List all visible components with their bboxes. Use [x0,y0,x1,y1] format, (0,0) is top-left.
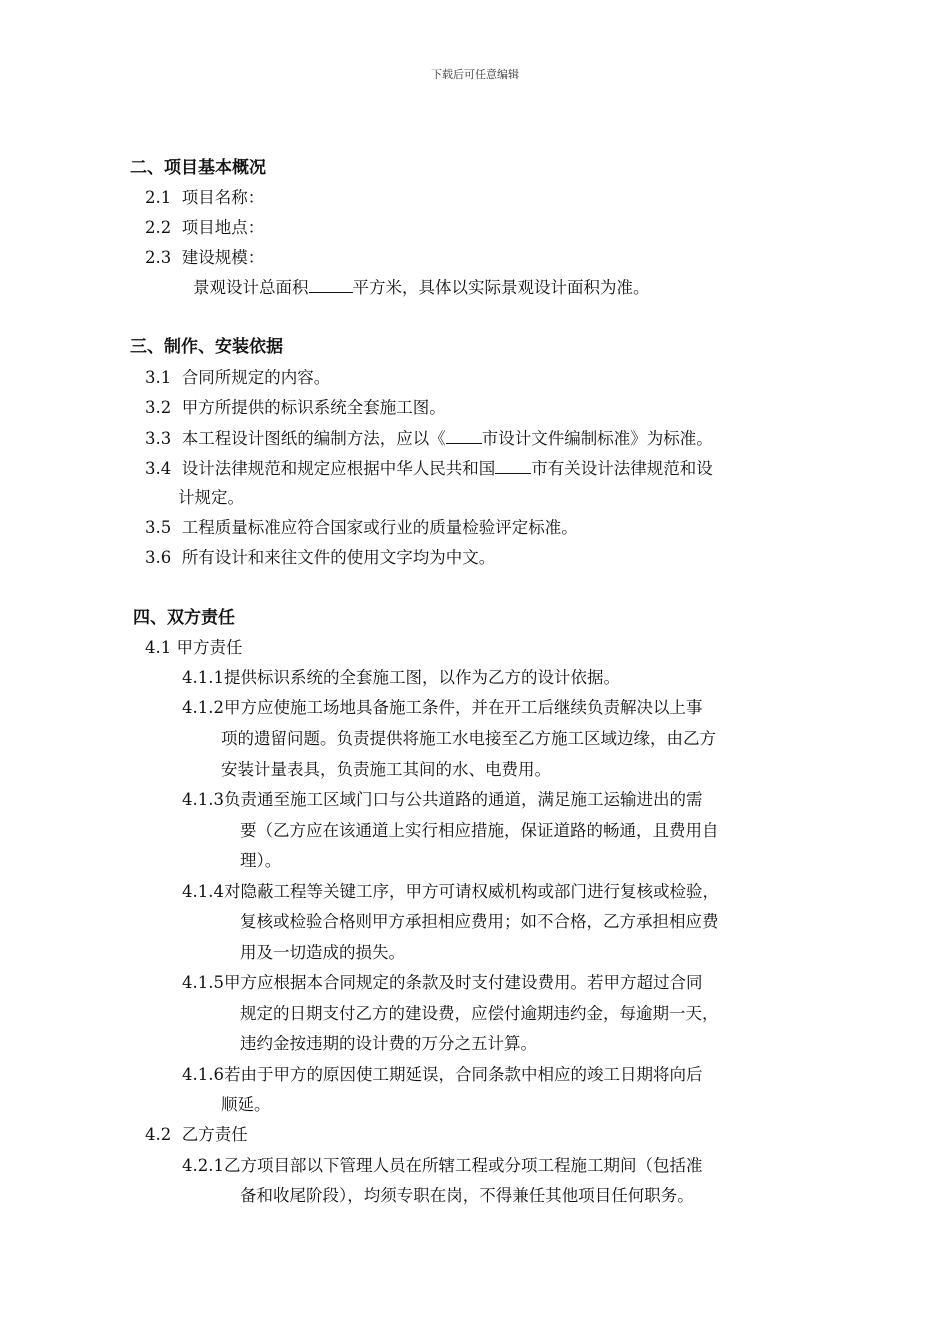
item-number: 4.1.6 [182,1065,224,1084]
item-number: 4.2 [145,1125,172,1144]
item-text-before: 设计法律规范和规定应根据中华人民共和国 [181,459,496,478]
scale-text-after: 平方米，具体以实际景观设计面积为准。 [352,278,650,297]
blank-field [495,457,531,474]
item-4-1-3-line: 要（乙方应在该通道上实行相应措施，保证道路的畅通，且费用自 [240,821,719,840]
item-4-2-1 [182,1155,702,1177]
item-number: 3.2 [145,398,172,417]
section-3-title: 三、制作、安装依据 [130,337,283,357]
item-text: 乙方项目部以下管理人员在所辖工程或分项工程施工期间（包括准 [223,1156,703,1175]
item-4-1-3 [182,789,702,811]
item-number: 4.2.1 [182,1156,224,1175]
item-2-2 [145,217,264,239]
blank-field [446,427,482,444]
item-4-1-6-line: 顺延。 [221,1095,271,1114]
item-text: 所有设计和来往文件的使用文字均为中文。 [181,548,496,567]
item-text: 乙方责任 [181,1125,248,1144]
blank-field [309,276,353,293]
item-4-1-2-line: 安装计量表具，负责施工其间的水、电费用。 [221,760,551,779]
item-2-3 [145,247,264,269]
item-text: 负责通至施工区域门口与公共道路的通道，满足施工运输进出的需 [223,790,703,809]
item-4-1-4 [182,881,719,903]
item-text: 甲方责任 [176,638,243,657]
item-4-1-3-line: 理）。 [240,851,282,870]
item-3-4 [145,457,713,480]
item-4-1-5 [182,972,702,994]
item-text-before: 本工程设计图纸的编制方法，应以《 [181,429,446,448]
item-text: 建设规模： [181,248,265,267]
item-4-1-5-line: 规定的日期支付乙方的建设费，应偿付逾期违约金，每逾期一天， [240,1004,719,1023]
item-text: 工程质量标准应符合国家或行业的质量检验评定标准。 [181,518,578,537]
page-header: 下载后可任意编辑 [431,68,519,81]
item-3-5 [145,517,578,539]
item-number: 4.1.1 [182,668,224,687]
item-text: 若由于甲方的原因使工期延误，合同条款中相应的竣工日期将向后 [223,1065,703,1084]
section-2-title: 二、项目基本概况 [130,158,266,178]
item-number: 3.4 [145,459,172,478]
item-text: 项目地点： [181,218,265,237]
item-4-1-5-line: 违约金按违期的设计费的万分之五计算。 [240,1034,537,1053]
item-3-1 [145,367,330,389]
section-4-title: 四、双方责任 [133,608,235,628]
item-text: 项目名称： [181,188,265,207]
item-3-3 [145,427,713,450]
sub-4-1 [145,637,243,659]
item-4-2-1-line: 备和收尾阶段），均须专职在岗，不得兼任其他项目任何职务。 [240,1186,694,1205]
item-number: 4.1 [145,638,172,657]
item-4-1-2-line: 项的遗留问题。负责提供将施工水电接至乙方施工区域边缘，由乙方 [221,729,716,748]
item-number: 4.1.2 [182,698,224,717]
item-3-4-continued: 计规定。 [178,488,244,507]
item-text: 甲方所提供的标识系统全套施工图。 [181,398,446,417]
item-text-after: 市设计文件编制标准》为标准。 [481,429,713,448]
item-3-6 [145,547,495,569]
item-3-2 [145,397,446,419]
item-number: 4.1.5 [182,973,224,992]
item-text: 甲方应使施工场地具备施工条件，并在开工后继续负责解决以上事 [223,698,703,717]
item-number: 2.3 [145,248,172,267]
item-number: 2.2 [145,218,172,237]
item-text-after: 市有关设计法律规范和设 [531,459,713,478]
item-4-1-1 [182,667,620,689]
item-number: 4.1.3 [182,790,224,809]
item-text: 合同所规定的内容。 [181,368,331,387]
item-number: 3.1 [145,368,172,387]
item-number: 3.5 [145,518,172,537]
sub-4-2 [145,1124,248,1146]
item-number: 4.1.4 [182,882,224,901]
scale-line [193,276,650,299]
item-text: 甲方应根据本合同规定的条款及时支付建设费用。若甲方超过合同 [223,973,703,992]
item-4-1-4-line: 复核或检验合格则甲方承担相应费用；如不合格，乙方承担相应费 [240,912,719,931]
scale-text-before: 景观设计总面积 [193,278,309,297]
item-text: 提供标识系统的全套施工图，以作为乙方的设计依据。 [223,668,620,687]
item-4-1-4-line: 用及一切造成的损失。 [240,943,405,962]
item-2-1 [145,187,264,209]
item-number: 2.1 [145,188,172,207]
item-text: 对隐蔽工程等关键工序，甲方可请权威机构或部门进行复核或检验， [223,882,719,901]
item-4-1-2 [182,697,702,719]
item-4-1-6 [182,1064,702,1086]
item-number: 3.3 [145,429,172,448]
item-number: 3.6 [145,548,172,567]
